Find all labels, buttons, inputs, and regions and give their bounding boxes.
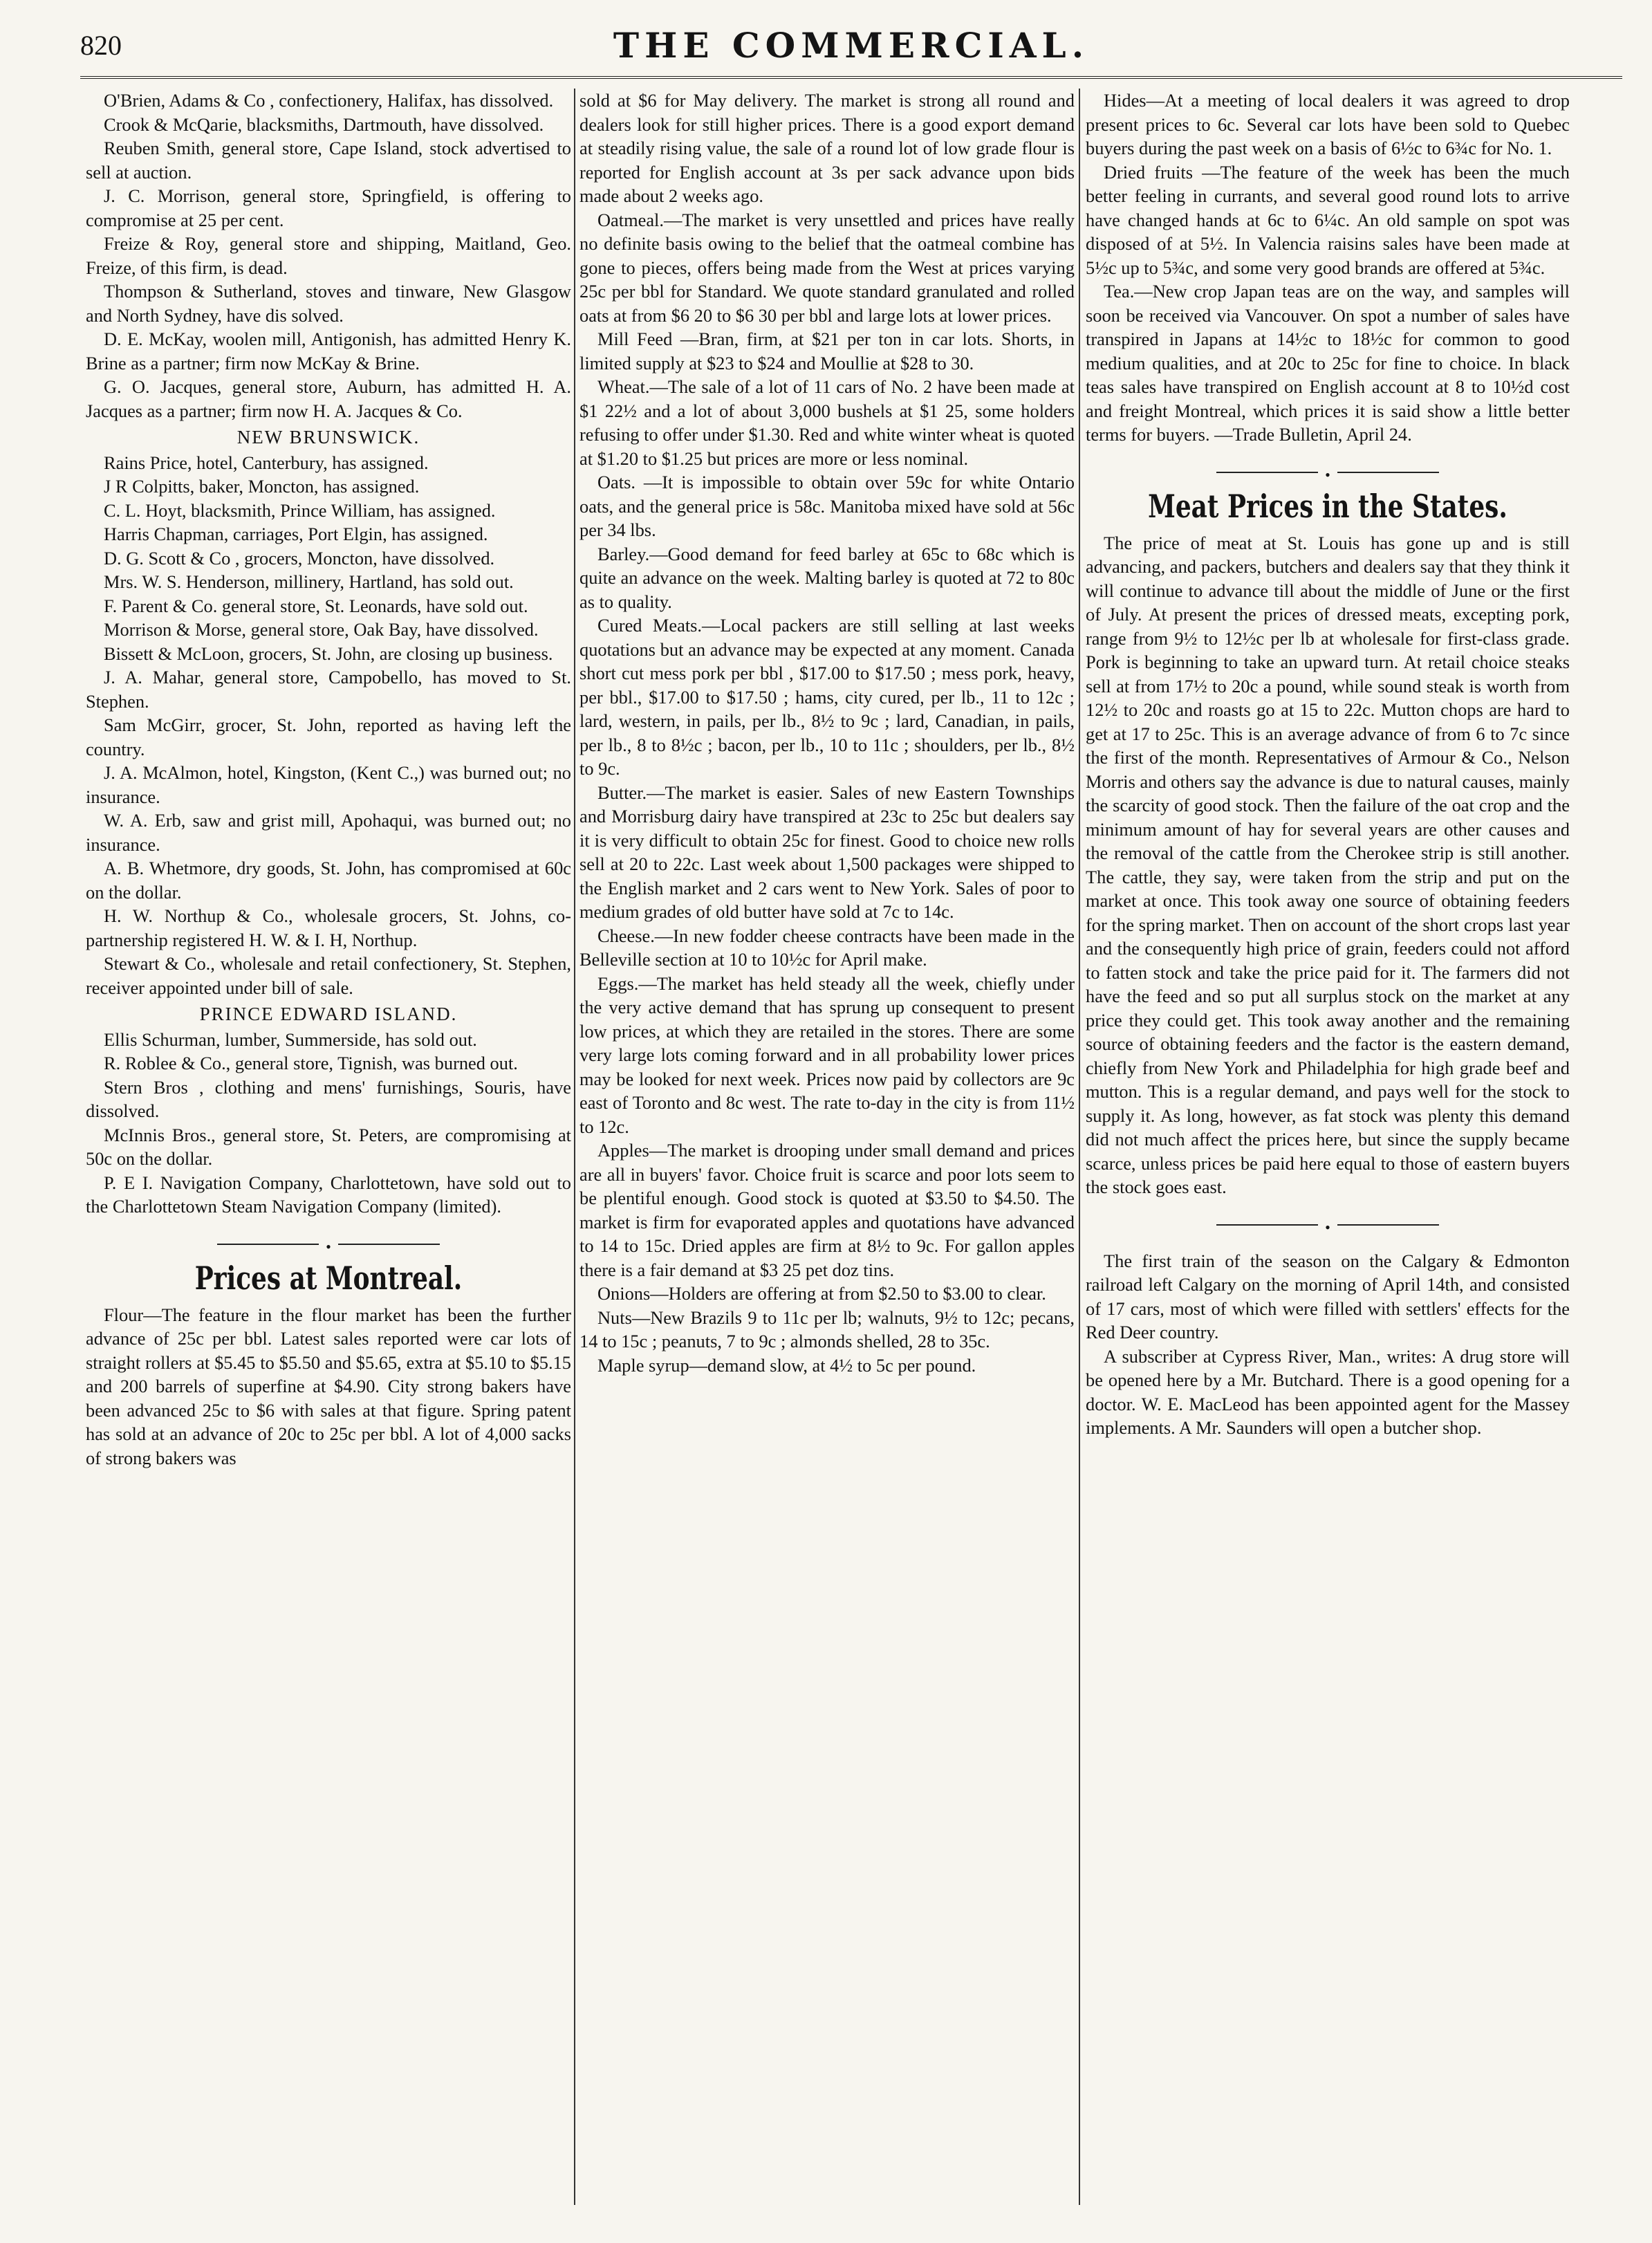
article-paragraph: The price of meat at St. Louis has gone up and is still advancing, and packers, butchers and dealers say that they think it will continue to advance till about the middle of June or the first of July. At present the prices of dressed meats, excepting pork, range from 9½ to 12½c per lb at wholesale for first-class grade. Pork is beginning to take an upward turn. At retail choice steaks sell at from 17½ to 20c a pound, while sound steak is worth from 12½ to 20c and roasts go at 15 to 22c. Mutton chops are hard to get at 17 to 25c. This is an average advance of from 6 to 7c since the first of the month. Representatives of Armour & Co., Nelson Morris and others say the advance is due to natural causes, mainly the scarcity of good stock. Then the failure of the oat crop and the minimum amount of hay for several years are other causes and the removal of the cattle from the Cherokee strip is still another. The cattle, they say, were taken from the strip and put on the market at once. This took away one source of obtaining feeders for the spring market. Then on account of the short crops last year and the consequently high price of grain, feeders could not afford to fatten stock and take the price paid for it. The farmers did not have the feed and so put all surplus stock on the market at any price they could get. This took away another and the remaining source of obtaining feeders and the factor is the eastern demand, chiefly from New York and Philadelphia for high grade beef and mutton. This is a regular demand, and pays well for the stock to supply it. As long, however, as fat stock was plenty this demand did not much affect the prices here, but since the supply became scarce, unless prices be paid here equal to those of eastern buyers the stock goes east. xyxy=(1086,532,1570,1197)
business-notice: W. A. Erb, saw and grist mill, Apohaqui, was burned out; no insurance. xyxy=(86,810,571,855)
section-ornament: • xyxy=(86,1234,571,1255)
business-notice: O'Brien, Adams & Co , confectionery, Halifax, has dissolved. xyxy=(104,90,554,111)
business-notice: H. W. Northup & Co., wholesale grocers, St. Johns, co-partnership registered H. W. & I. H, Northup. xyxy=(86,905,571,950)
article-paragraph: sold at $6 for May delivery. The market is strong all round and dealers look for still higher prices. There is a good export demand at steadily rising value, the sale of a round lot of low grade flour is reported for English account at 3s per sack advance upon bids made about 2 weeks ago. xyxy=(579,90,1075,206)
article-paragraph: Butter.—The market is easier. Sales of new Eastern Townships and Morrisburg dairy have transpired at 23c to 25c but dealers say it is very difficult to obtain 25c for finest. Good to choice new rolls sell at 20 to 22c. Last week about 1,500 packages were shipped to the English market and 2 cars went to New York. Sales of poor to medium grades of old butter have sold at 7c to 14c. xyxy=(579,782,1075,922)
business-notice: F. Parent & Co. general store, St. Leonards, have sold out. xyxy=(104,595,528,616)
business-notice: Bissett & McLoon, grocers, St. John, are closing up business. xyxy=(104,643,553,664)
business-notice: Crook & McQarie, blacksmiths, Dartmouth, have dissolved. xyxy=(104,113,544,135)
article-paragraph: Apples—The market is drooping under small demand and prices are all in buyers' favor. Choice fruit is scarce and poor lots seem to be plentiful enough. Good stock is quoted at $3.50 to $4.50. The market is firm for evaporated apples and quotations have advanced to 14 to 15c. Dried apples are firm at 8½ to 9c. For gallon apples there is a fair demand at $3 25 pet doz tins. xyxy=(579,1140,1075,1280)
business-notice: Sam McGirr, grocer, St. John, reported as having left the country. xyxy=(86,714,571,759)
business-notice: Freize & Roy, general store and shipping, Maitland, Geo. Freize, of this firm, is dead. xyxy=(86,233,571,278)
article-paragraph: Eggs.—The market has held steady all the week, chiefly under the very active demand that has sprung up consequent to present low prices, at which they are retailed in the stores. There are some very large lots coming forward and in all probability lower prices may be looked for next week. Prices now paid by collectors are 9c east of Toronto and 8c west. The rate to-day in the city is from 11½ to 12c. xyxy=(579,972,1075,1137)
section-ornament: • xyxy=(1086,462,1570,483)
headline-meat-prices: Meat Prices in the States. xyxy=(1148,487,1507,525)
article-paragraph: The first train of the season on the Calgary & Edmonton railroad left Calgary on the morning of April 14th, and consisted of 17 cars, most of which were filled with settlers' effects for the Red Deer country. xyxy=(1086,1250,1570,1342)
business-notice: Harris Chapman, carriages, Port Elgin, has assigned. xyxy=(104,524,488,544)
business-notice: Mrs. W. S. Henderson, millinery, Hartland, has sold out. xyxy=(104,571,514,592)
business-notice: Stern Bros , clothing and mens' furnishings, Souris, have dissolved. xyxy=(86,1076,571,1121)
business-notice: D. G. Scott & Co , grocers, Moncton, have dissolved. xyxy=(104,547,495,569)
article-paragraph: Wheat.—The sale of a lot of 11 cars of No. 2 have been made at $1 22½ and a lot of about 3,000 bushels at $1 25, some holders refusing to offer under $1.30. Red and white winter wheat is quoted at $1.20 to $1.25 but prices are more or less nominal. xyxy=(579,376,1075,469)
business-notice: R. Roblee & Co., general store, Tignish, was burned out. xyxy=(104,1053,518,1073)
business-notice: A. B. Whetmore, dry goods, St. John, has compromised at 60c on the dollar. xyxy=(86,858,571,903)
business-notice: J. C. Morrison, general store, Springfield, is offering to compromise at 25 per cent. xyxy=(86,185,571,230)
column-2 xyxy=(579,89,1075,2212)
article-paragraph: A subscriber at Cypress River, Man., writes: A drug store will be opened here by a Mr. Butchard. There is a good opening for a doctor. W. E. MacLeod has been appointed agent for the Massey implements. A Mr. Saunders will open a butcher shop. xyxy=(1086,1345,1570,1438)
section-heading-new-brunswick: NEW BRUNSWICK. xyxy=(236,427,420,447)
section-ornament: • xyxy=(1086,1215,1570,1235)
article-paragraph: Cheese.—In new fodder cheese contracts have been made in the Belleville section at 10 to 10½c for April make. xyxy=(579,925,1075,970)
article-paragraph: Maple syrup—demand slow, at 4½ to 5c per pound. xyxy=(597,1354,976,1376)
headline-prices-montreal: Prices at Montreal. xyxy=(194,1259,463,1297)
column-3 xyxy=(1086,89,1570,2212)
business-notice: Thompson & Sutherland, stoves and tinware, New Glasgow and North Sydney, have dis solved. xyxy=(86,281,571,326)
business-notice: McInnis Bros., general store, St. Peters, are compromising at 50c on the dollar. xyxy=(86,1124,571,1169)
article-paragraph: Cured Meats.—Local packers are still selling at last weeks quotations but an advance may be expected at any moment. Canada short cut mess pork per bbl , $17.00 to $17.50 ; mess pork, heavy, per bbl., $17.00 to $17.50 ; hams, city cured, per lb., 11 to 12c ; lard, western, in pails, per lb., 8½ to 9c ; lard, Canadian, in pails, per lb., 8 to 8½c ; bacon, per lb., 10 to 11c ; shoulders, per lb., 8½ to 9c. xyxy=(579,615,1075,779)
business-notice: C. L. Hoyt, blacksmith, Prince William, has assigned. xyxy=(104,499,496,521)
business-notice: Reuben Smith, general store, Cape Island, stock advertised to sell at auction. xyxy=(86,138,571,183)
column-divider xyxy=(1079,89,1080,2205)
business-notice: D. E. McKay, woolen mill, Antigonish, has admitted Henry K. Brine as a partner; firm now McKay & Brine. xyxy=(86,329,571,373)
article-paragraph: Mill Feed —Bran, firm, at $21 per ton in car lots. Shorts, in limited supply at $23 to $24 and Moullie at $28 to 30. xyxy=(579,329,1075,373)
article-paragraph: Onions—Holders are offering at from $2.50 to $3.00 to clear. xyxy=(597,1283,1046,1304)
journal-title: THE COMMERCIAL. xyxy=(613,25,1090,66)
business-notice: G. O. Jacques, general store, Auburn, has admitted H. A. Jacques as a partner; firm now H. A. Jacques & Co. xyxy=(86,376,571,421)
business-notice: J R Colpitts, baker, Moncton, has assigned. xyxy=(104,476,420,497)
business-notice: Ellis Schurman, lumber, Summerside, has sold out. xyxy=(104,1028,477,1050)
business-notice: Morrison & Morse, general store, Oak Bay, have dissolved. xyxy=(104,619,539,640)
business-notice: Stewart & Co., wholesale and retail confectionery, St. Stephen, receiver appointed under bill of sale. xyxy=(86,953,571,998)
section-heading-pei: PRINCE EDWARD ISLAND. xyxy=(199,1004,458,1024)
column-1 xyxy=(86,89,571,2212)
business-notice: J. A. McAlmon, hotel, Kingston, (Kent C.,) was burned out; no insurance. xyxy=(86,762,571,807)
page-header xyxy=(80,25,1622,73)
article-paragraph: Hides—At a meeting of local dealers it was agreed to drop present prices to 6c. Several car lots have been sold to Quebec buyers during the past week on a basis of 6½c to 6¾c for No. 1. xyxy=(1086,90,1570,158)
header-rule xyxy=(80,76,1622,79)
business-notice: P. E I. Navigation Company, Charlottetown, have sold out to the Charlottetown Steam Navigation Company (limited). xyxy=(86,1172,571,1217)
article-paragraph: Oatmeal.—The market is very unsettled and prices have really no definite basis owing to the belief that the oatmeal combine has gone to pieces, offers being made from the West at prices varying 25c per bbl for Standard. We quote standard granulated and rolled oats at from $6 20 to $6 30 per bbl and large lots at lower prices. xyxy=(579,209,1075,326)
business-notice: Rains Price, hotel, Canterbury, has assigned. xyxy=(104,452,429,473)
article-paragraph: Barley.—Good demand for feed barley at 65c to 68c which is quite an advance on the week. Malting barley is quoted at 72 to 80c as to quality. xyxy=(579,543,1075,612)
article-paragraph: Oats. —It is impossible to obtain over 59c for white Ontario oats, and the general price is 58c. Manitoba mixed have sold at 56c per 34 lbs. xyxy=(579,472,1075,540)
article-paragraph: Tea.—New crop Japan teas are on the way, and samples will soon be received via Vancouver. On spot a number of sales have transpired in Japans at 14½c to 18½c for common to good medium qualities, and at 20c to 25c for fine to choice. In black teas sales have transpired on English account at 8 to 10½d cost and freight Montreal, which prices it is said show a little better terms for buyers. —Trade Bulletin, April 24. xyxy=(1086,281,1570,445)
column-divider xyxy=(574,89,575,2205)
article-paragraph: Flour—The feature in the flour market has been the further advance of 25c per bbl. Latest sales reported were car lots of straight rollers at $5.45 to $5.50 and $5.65, extra at $5.10 to $5.15 and 200 barrels of superfine at $4.90. City strong bakers have been advanced 25c to $6 with sales at that figure. Spring patent has sold at an advance of 20c to 25c per bbl. A lot of 4,000 sacks of strong bakers was xyxy=(86,1304,571,1468)
business-notice: J. A. Mahar, general store, Campobello, has moved to St. Stephen. xyxy=(86,667,571,712)
article-paragraph: Dried fruits —The feature of the week has been the much better feeling in currants, and several good round lots to arrive have changed hands at 6c to 6¼c. An old sample on spot was disposed of at 5½. In Valencia raisins sales have been made at 5½c up to 5¾c, and some very good brands are offered at 5¾c. xyxy=(1086,161,1570,278)
article-paragraph: Nuts—New Brazils 9 to 11c per lb; walnuts, 9½ to 12c; pecans, 14 to 15c ; peanuts, 7 to 9c ; almonds shelled, 28 to 35c. xyxy=(579,1307,1075,1351)
page-number: 820 xyxy=(80,30,122,61)
